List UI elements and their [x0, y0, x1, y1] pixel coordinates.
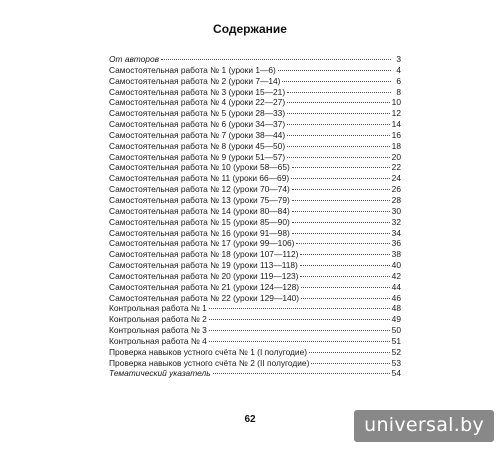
toc-entry [109, 217, 401, 228]
toc-entry-page: 28 [391, 194, 401, 205]
toc-entry-page: 24 [391, 173, 401, 184]
toc-entry-page: 49 [391, 314, 401, 325]
page-number: 62 [244, 414, 256, 425]
toc-entry-title: Самостоятельная работа № 22 (уроки 129—140) [109, 292, 300, 303]
toc-entry [109, 119, 401, 130]
toc-dot-leader [287, 124, 390, 125]
toc-entry-title: Самостоятельная работа № 17 (уроки 99—106) [109, 238, 295, 249]
toc-entry-title: Самостоятельная работа № 21 (уроки 124—128) [109, 281, 300, 292]
toc-dot-leader [213, 373, 390, 374]
toc-entry-title: Самостоятельная работа № 9 (уроки 51—57) [109, 151, 286, 162]
toc-entry-title: Самостоятельная работа № 2 (уроки 7—14) [109, 75, 281, 86]
toc-entry-title: Самостоятельная работа № 20 (уроки 119—123) [109, 270, 299, 281]
toc-entry-page: 8 [396, 86, 401, 97]
toc-entry-title: Самостоятельная работа № 11 (уроки 66—69) [109, 173, 290, 184]
toc-entry-title: Самостоятельная работа № 19 (уроки 113—118) [109, 260, 298, 271]
toc-entry [109, 228, 401, 239]
toc-dot-leader [292, 167, 390, 168]
toc-entry [109, 76, 401, 87]
toc-entry-page: 46 [391, 292, 401, 303]
toc-dot-leader [309, 352, 390, 353]
toc-entry [109, 238, 401, 249]
toc-entry-page: 53 [391, 357, 401, 368]
toc-entry [109, 65, 401, 76]
toc-dot-leader [278, 70, 391, 71]
toc-entry-title: Самостоятельная работа № 12 (уроки 70—74) [109, 184, 290, 195]
toc-entry [109, 108, 401, 119]
toc-entry-title: Контрольная работа № 3 [109, 325, 207, 336]
toc-entry-page: 50 [391, 325, 401, 336]
toc-entry [109, 358, 401, 369]
toc-entry-title: Самостоятельная работа № 1 (уроки 1—6) [109, 64, 276, 75]
toc-entry [109, 195, 401, 206]
toc-dot-leader [287, 135, 390, 136]
toc-entry [109, 249, 401, 260]
toc-entry-title: Самостоятельная работа № 18 (уроки 107—112) [109, 249, 299, 260]
toc-entry-page: 14 [391, 119, 401, 130]
toc-entry-page: 30 [391, 205, 401, 216]
toc-entry [109, 130, 401, 141]
toc-entry [109, 368, 401, 379]
toc-entry [109, 260, 401, 271]
toc-entry-title: Проверка навыков устного счёта № 2 (II полугодие) [109, 357, 310, 368]
toc-entry-page: 51 [391, 335, 401, 346]
toc-entry [109, 97, 401, 108]
toc-entry-page: 10 [391, 97, 401, 108]
toc-dot-leader [287, 92, 391, 93]
toc-entry-page: 16 [391, 129, 401, 140]
toc-entry [109, 173, 401, 184]
toc-entry-page: 26 [391, 184, 401, 195]
toc-entry [109, 184, 401, 195]
toc-dot-leader [291, 178, 390, 179]
toc-dot-leader [300, 254, 389, 255]
toc-dot-leader [209, 319, 390, 320]
toc-dot-leader [209, 330, 390, 331]
toc-entry-title: Самостоятельная работа № 5 (уроки 28—33) [109, 108, 286, 119]
toc-dot-leader [287, 146, 390, 147]
toc-dot-leader [292, 189, 390, 190]
toc-entry-title: Самостоятельная работа № 6 (уроки 34—37) [109, 119, 286, 130]
toc-entry [109, 325, 401, 336]
toc-dot-leader [161, 59, 391, 60]
toc-entry-page: 54 [391, 368, 401, 379]
toc-entry [109, 152, 401, 163]
toc-entry [109, 347, 401, 358]
toc-entry-page: 38 [391, 249, 401, 260]
toc-entry-title: Самостоятельная работа № 13 (уроки 75—79) [109, 194, 290, 205]
toc-entry-title: Контрольная работа № 2 [109, 314, 207, 325]
toc-entry [109, 303, 401, 314]
toc-entry-page: 20 [391, 151, 401, 162]
toc-entry-title: Контрольная работа № 1 [109, 303, 207, 314]
toc-dot-leader [296, 243, 389, 244]
toc-entry-title: Проверка навыков устного счёта № 1 (I полугодие) [109, 346, 308, 357]
toc-dot-leader [292, 211, 390, 212]
toc-dot-leader [292, 222, 390, 223]
toc-entry [109, 162, 401, 173]
toc-dot-leader [300, 265, 390, 266]
toc-entry-page: 34 [391, 227, 401, 238]
toc-dot-leader [301, 298, 390, 299]
toc-entry-page: 18 [391, 140, 401, 151]
toc-entry-page: 36 [391, 238, 401, 249]
toc-entry-page: 4 [396, 64, 401, 75]
toc-entry-title: Самостоятельная работа № 3 (уроки 15—21) [109, 86, 286, 97]
toc-entry [109, 206, 401, 217]
page-title: Содержание [213, 22, 287, 36]
toc-dot-leader [209, 308, 390, 309]
toc-entry [109, 293, 401, 304]
toc-entry-title: Контрольная работа № 4 [109, 335, 207, 346]
toc-dot-leader [209, 341, 390, 342]
watermark-logo: universal.by [354, 410, 494, 442]
toc-entry-page: 40 [391, 260, 401, 271]
toc-entry-page: 48 [391, 303, 401, 314]
toc-dot-leader [301, 287, 390, 288]
toc-entry [109, 54, 401, 65]
toc-dot-leader [287, 113, 390, 114]
toc-entry-title: Самостоятельная работа № 16 (уроки 91—98) [109, 227, 290, 238]
toc-entry-page: 32 [391, 216, 401, 227]
toc-entry-title: Самостоятельная работа № 7 (уроки 38—44) [109, 129, 286, 140]
toc-entry [109, 336, 401, 347]
toc-dot-leader [300, 276, 389, 277]
toc-dot-leader [311, 363, 389, 364]
toc-entry-page: 44 [391, 281, 401, 292]
toc-entry-title: Самостоятельная работа № 10 (уроки 58—65) [109, 162, 290, 173]
toc-entry-page: 22 [391, 162, 401, 173]
toc-entry [109, 271, 401, 282]
toc-entry-title: Тематический указатель [109, 368, 211, 379]
toc-entry-page: 42 [391, 270, 401, 281]
toc-entry-title: Самостоятельная работа № 8 (уроки 45—50) [109, 140, 286, 151]
toc-entry-page: 12 [391, 108, 401, 119]
toc-entry [109, 282, 401, 293]
table-of-contents [109, 54, 401, 379]
toc-entry-title: Самостоятельная работа № 15 (уроки 85—90) [109, 216, 290, 227]
toc-entry-title: От авторов [109, 54, 159, 64]
toc-dot-leader [287, 102, 390, 103]
toc-entry-page: 6 [396, 75, 401, 86]
toc-entry-page: 3 [396, 54, 401, 64]
toc-entry-title: Самостоятельная работа № 4 (уроки 22—27) [109, 97, 286, 108]
toc-dot-leader [287, 157, 390, 158]
toc-dot-leader [292, 200, 390, 201]
toc-dot-leader [292, 233, 390, 234]
toc-entry-page: 52 [391, 346, 401, 357]
toc-entry-title: Самостоятельная работа № 14 (уроки 80—84) [109, 205, 290, 216]
toc-entry [109, 87, 401, 98]
toc-entry [109, 141, 401, 152]
toc-dot-leader [282, 81, 391, 82]
toc-entry [109, 314, 401, 325]
